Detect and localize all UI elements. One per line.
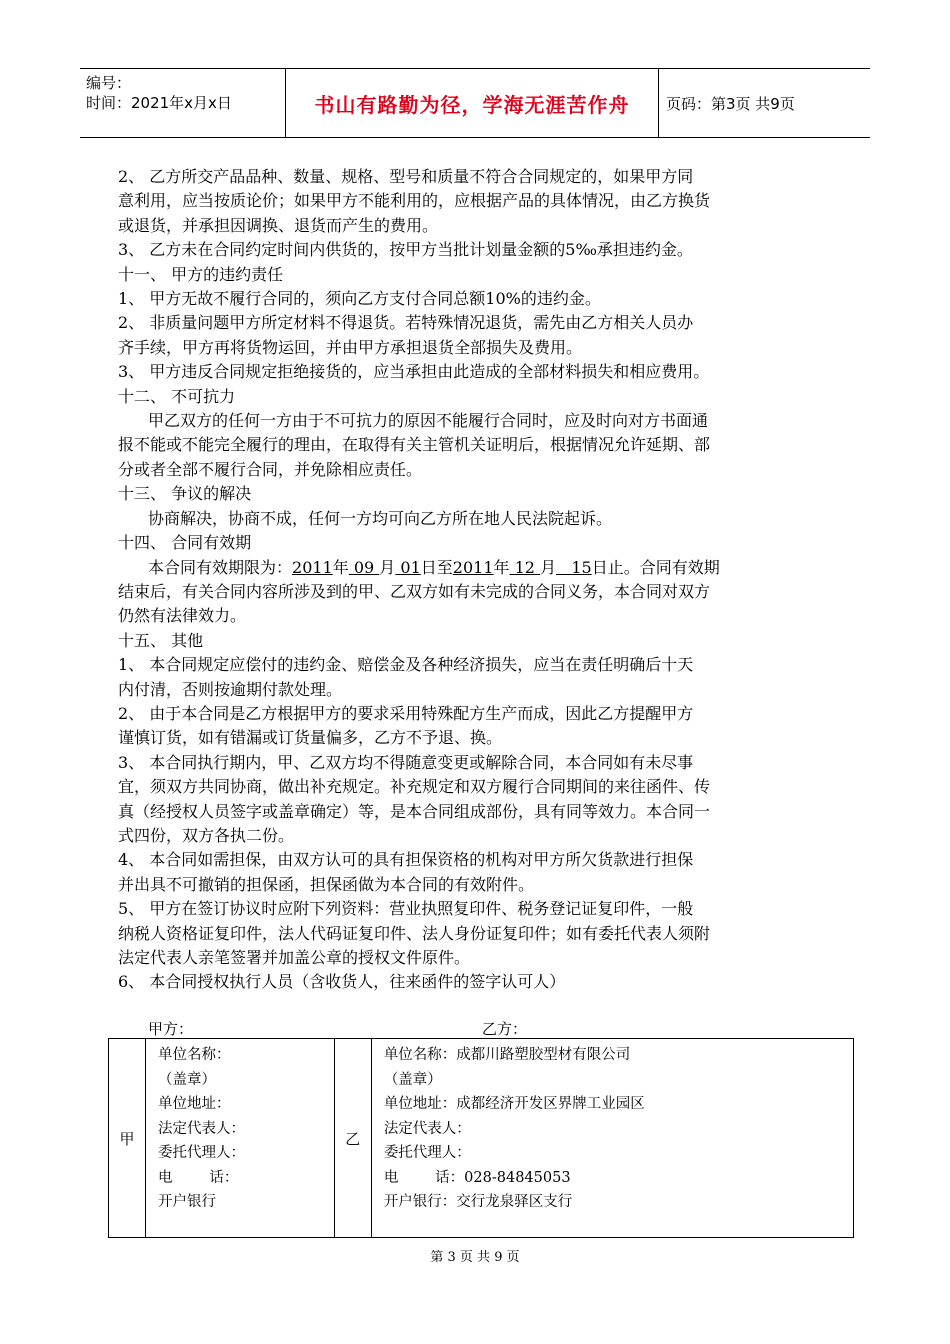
- text-line: 3、 本合同执行期内，甲、乙双方均不得随意变更或解除合同，本合同如有未尽事: [118, 752, 694, 772]
- text-line: 结束后，有关合同内容所涉及到的甲、乙双方如有未完成的合同义务，本合同对双方: [118, 581, 711, 601]
- text-line: 2、 非质量问题甲方所定材料不得退货。若特殊情况退货，需先由乙方相关人员办: [118, 313, 694, 333]
- time-label: 时间：2021年x月x日: [86, 94, 232, 112]
- text-line: 甲乙双方的任何一方由于不可抗力的原因不能履行合同时，应及时向对方书面通: [148, 411, 709, 431]
- party-b-row: 法定代表人：: [383, 1120, 471, 1137]
- text-line: 真（经授权人员签字或盖章确定）等，是本合同组成部份，具有同等效力。本合同一: [118, 801, 711, 821]
- page-header: [80, 68, 870, 138]
- text-line: 并出具不可撤销的担保函，担保函做为本合同的有效附件。: [118, 874, 535, 894]
- contract-body: [118, 165, 840, 995]
- text-line: 意利用，应当按质论价；如果甲方不能利用的，应根据产品的具体情况，由乙方换货: [118, 191, 711, 211]
- party-b-row: 电 话：028-84845053: [383, 1169, 571, 1186]
- party-a-row: （盖章）: [158, 1071, 216, 1088]
- section-heading: 十三、 争议的解决: [118, 484, 252, 504]
- text-line: 报不能或不能完全履行的理由，在取得有关主管机关证明后，根据情况允许延期、部: [118, 435, 711, 455]
- section-heading: 十一、 甲方的违约责任: [118, 264, 284, 284]
- text-line: 3、 甲方违反合同规定拒绝接货的，应当承担由此造成的全部材料损失和相应费用。: [118, 362, 710, 382]
- party-b-tag: 乙: [334, 1039, 371, 1238]
- party-a-row: 单位地址：: [158, 1096, 231, 1112]
- text-line: 内付清，否则按逾期付款处理。: [118, 679, 343, 699]
- text-line: 谨慎订货，如有错漏或订货量偏多，乙方不予退、换。: [118, 728, 503, 748]
- page-footer: 第 3 页 共 9 页: [430, 1250, 520, 1265]
- party-a-row: 开户银行: [158, 1194, 216, 1210]
- text-line: 纳税人资格证复印件，法人代码证复印件、法人身份证复印件；如有委托代表人须附: [118, 923, 711, 943]
- party-a-row: 委托代理人：: [158, 1145, 245, 1161]
- party-a-row: 电 话：: [158, 1169, 239, 1186]
- party-b-signature-label: 乙方：: [482, 1020, 528, 1038]
- text-line: 2、 由于本合同是乙方根据甲方的要求采用特殊配方生产而成，因此乙方提醒甲方: [118, 703, 694, 723]
- party-b-row: 委托代理人：: [383, 1145, 471, 1161]
- section-heading: 十二、 不可抗力: [118, 386, 236, 406]
- header-page-info: 页码：第3页 共9页: [666, 94, 795, 113]
- text-line: 4、 本合同如需担保，由双方认可的具有担保资格的机构对甲方所欠货款进行担保: [118, 850, 694, 870]
- header-divider: [658, 69, 659, 137]
- text-line: 6、 本合同授权执行人员（含收货人，往来函件的签字认可人）: [118, 972, 566, 992]
- text-line: 宜，须双方共同协商，做出补充规定。补充规定和双方履行合同期间的来往函件、传: [118, 777, 711, 797]
- text-line: 1、 甲方无故不履行合同的，须向乙方支付合同总额10%的违约金。: [118, 289, 601, 309]
- section-heading: 十五、 其他: [118, 630, 204, 650]
- party-b-row: 开户银行：交行龙泉驿区支行: [383, 1194, 573, 1210]
- party-a-row: 单位名称：: [158, 1047, 231, 1063]
- section-heading: 十四、 合同有效期: [118, 533, 252, 553]
- number-label: 编号：: [86, 74, 132, 92]
- text-line: 2、 乙方所交产品品种、数量、规格、型号和质量不符合合同规定的，如果甲方同: [118, 167, 694, 186]
- party-b-info: [371, 1039, 853, 1238]
- validity-line: 本合同有效期限为：2011年 09 月 01日至2011年 12 月 15日止。合同有效期: [148, 557, 720, 577]
- party-b-row: （盖章）: [383, 1071, 442, 1088]
- party-a-signature-label: 甲方：: [148, 1020, 194, 1038]
- header-motto: 书山有路勤为径，学海无涯苦作舟: [314, 92, 630, 117]
- text-line: 仍然有法律效力。: [118, 606, 247, 626]
- party-a-tag: 甲: [109, 1039, 146, 1238]
- text-line: 1、 本合同规定应偿付的违约金、赔偿金及各种经济损失，应当在责任明确后十天: [118, 655, 694, 675]
- text-line: 齐手续，甲方再将货物运回，并由甲方承担退货全部损失及费用。: [118, 337, 583, 357]
- text-line: 协商解决，协商不成，任何一方均可向乙方所在地人民法院起诉。: [148, 508, 613, 528]
- text-line: 5、 甲方在签订协议时应附下列资料：营业执照复印件、税务登记证复印件，一般: [118, 899, 694, 919]
- text-line: 分或者全部不履行合同，并免除相应责任。: [118, 459, 423, 479]
- party-b-row: 单位地址：成都经济开发区界牌工业园区: [383, 1096, 645, 1112]
- party-a-row: 法定代表人：: [158, 1120, 245, 1137]
- party-b-row: 单位名称：成都川路塑胶型材有限公司: [383, 1047, 631, 1063]
- text-line: 式四份，双方各执二份。: [118, 825, 295, 845]
- text-line: 或退货，并承担因调换、退货而产生的费用。: [118, 215, 439, 235]
- text-line: 法定代表人亲笔签署并加盖公章的授权文件原件。: [118, 948, 471, 967]
- text-line: 3、 乙方未在合同约定时间内供货的，按甲方当批计划量金额的5‰承担违约金。: [118, 240, 693, 260]
- header-meta: [86, 73, 286, 133]
- party-a-info: [146, 1039, 335, 1238]
- party-info-table: [108, 1038, 854, 1238]
